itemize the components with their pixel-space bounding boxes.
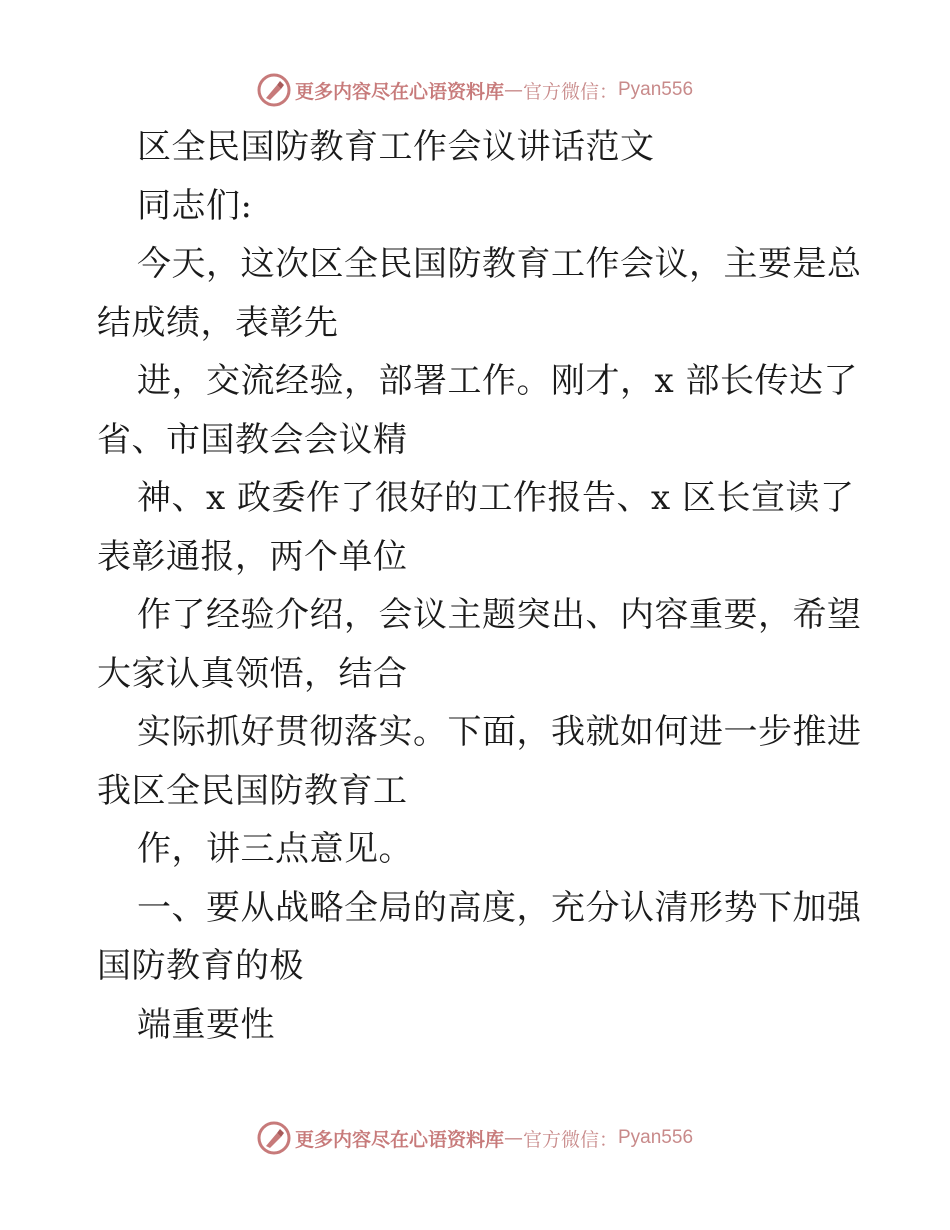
document-line: 结成绩，表彰先 (97, 302, 339, 343)
document-line: 大家认真领悟，结合 (97, 653, 408, 694)
footer-watermark (0, 1118, 950, 1158)
watermark-contact-id: Pyan556 (618, 79, 694, 100)
document-line: 同志们: (137, 185, 253, 226)
document-line: 我区全民国防教育工 (97, 770, 408, 811)
header-watermark (0, 70, 950, 110)
watermark-contact-label: 官方微信： (522, 1128, 618, 1151)
pen-nib-logo-icon (257, 73, 291, 107)
pen-nib-logo-icon (257, 1121, 291, 1155)
document-line: 神、x 政委作了很好的工作报告、x 区长宣读了 (137, 478, 855, 518)
watermark-separator: — (503, 1127, 523, 1149)
document-body (97, 118, 862, 1054)
watermark-contact-label: 官方微信： (522, 80, 618, 103)
watermark-text: 更多内容尽在心语资料库 (294, 1128, 504, 1151)
watermark-contact-id: Pyan556 (618, 1127, 694, 1148)
document-line: 作，讲三点意见。 (137, 829, 413, 869)
document-line: 区全民国防教育工作会议讲话范文 (137, 127, 655, 167)
document-line: 作了经验介绍，会议主题突出、内容重要，希望 (137, 595, 862, 635)
document-line: 一、要从战略全局的高度，充分认清形势下加强 (137, 887, 862, 928)
document-line: 实际抓好贯彻落实。下面，我就如何进一步推进 (137, 712, 862, 752)
document-line: 进，交流经验，部署工作。刚才，x 部长传达了 (137, 361, 858, 401)
document-line: 端重要性 (137, 1004, 275, 1045)
watermark-separator: — (503, 79, 523, 101)
watermark-text: 更多内容尽在心语资料库 (294, 80, 504, 103)
document-line: 表彰通报，两个单位 (97, 536, 408, 577)
document-line: 省、市国教会会议精 (97, 419, 408, 460)
document-line: 今天，这次区全民国防教育工作会议，主要是总 (137, 244, 862, 284)
document-line: 国防教育的极 (97, 946, 304, 986)
